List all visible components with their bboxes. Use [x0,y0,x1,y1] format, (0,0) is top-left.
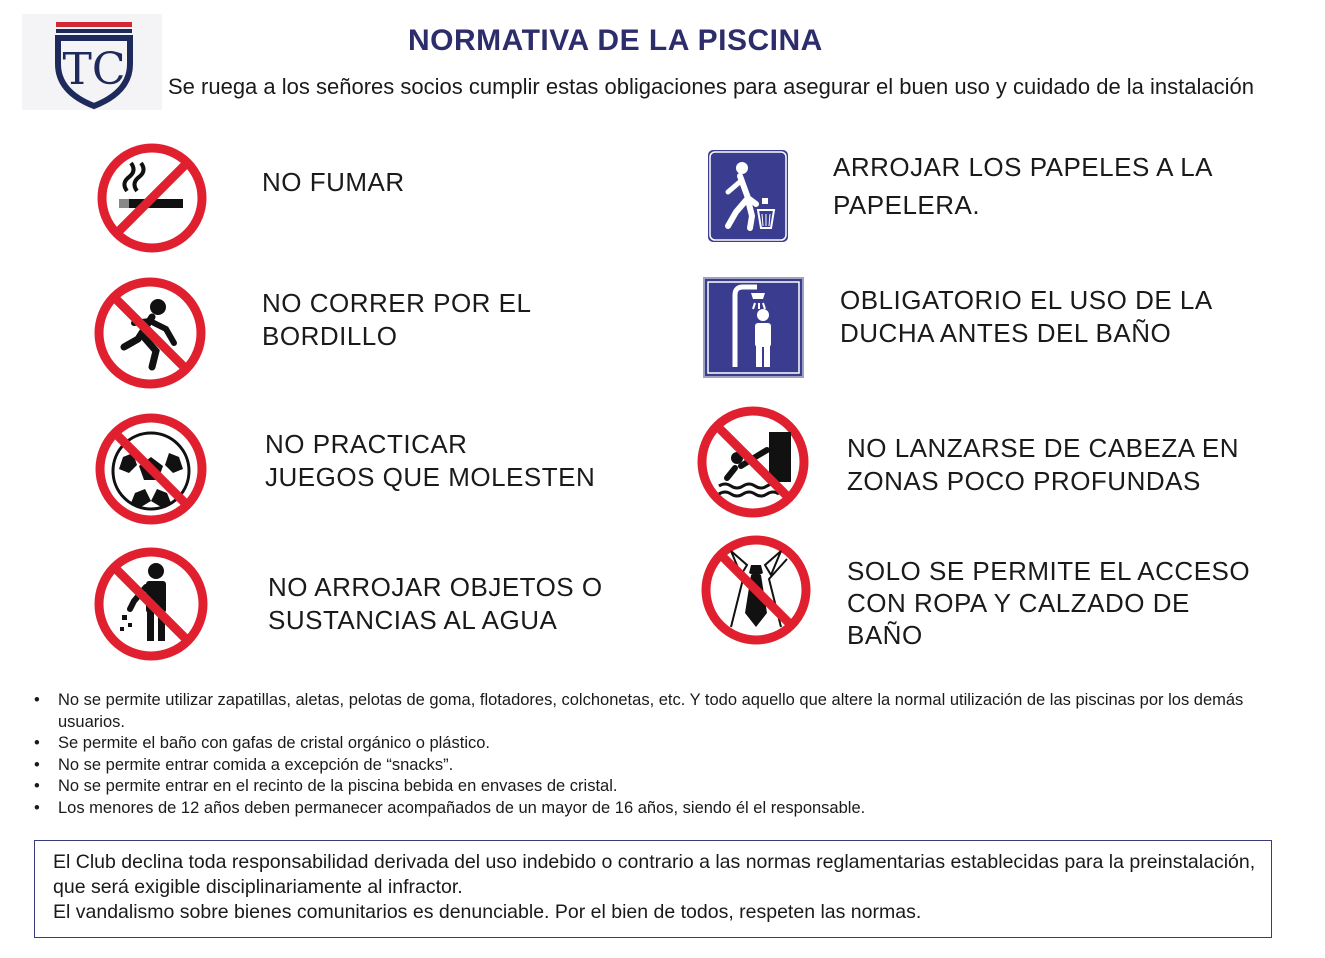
list-item: • Los menores de 12 años deben permanecer acompañados de un mayor de 16 años, siendo él el responsable. [34,798,1294,820]
list-item: • Se permite el baño con gafas de cristal orgánico o plástico. [34,733,1294,755]
litter-bin-icon [706,148,790,249]
rule-no-street-clothes-text: SOLO SE PERMITE EL ACCESO CON ROPA Y CALZADO DE BAÑO [847,556,1251,650]
disclaimer-box [34,840,1272,938]
no-street-clothes-icon [701,535,811,650]
disclaimer-line: El Club declina toda responsabilidad derivada del uso indebido o contrario a las normas reglamentarias establecidas para la preinstalación, que será exigible disciplinariamente al infractor. [53,851,1256,898]
no-smoking-icon [97,143,207,258]
rule-no-diving-text: NO LANZARSE DE CABEZA EN ZONAS POCO PROFUNDAS [847,433,1239,496]
rule-litter-bin-text: ARROJAR LOS PAPELES A LA PAPELERA. [833,152,1214,220]
rule-no-smoking-text: NO FUMAR [262,167,405,197]
club-logo [22,14,162,110]
no-ball-games-icon [95,413,207,530]
rule-no-ball-games-text: NO PRACTICAR JUEGOS QUE MOLESTEN [265,429,596,492]
no-running-icon [94,277,206,394]
list-item: • No se permite utilizar zapatillas, aletas, pelotas de goma, flotadores, colchonetas, etc. Y todo aquello que altere la normal utilización de las piscinas por los demás usuarios. [34,690,1294,733]
disclaimer-line: El vandalismo sobre bienes comunitarios es denunciable. Por el bien de todos, respeten las normas. [53,901,922,923]
shower-icon [703,277,804,383]
logo-lettering: TC [62,44,126,95]
list-item: • No se permite entrar comida a excepción de “snacks”. [34,755,1294,777]
page-subtitle: Se ruega a los señores socios cumplir estas obligaciones para asegurar el buen uso y cuidado de la instalación [168,74,1254,99]
no-littering-icon [94,547,208,666]
rule-no-littering-text: NO ARROJAR OBJETOS O SUSTANCIAS AL AGUA [268,572,603,635]
list-item: • No se permite entrar en el recinto de la piscina bebida en envases de cristal. [34,776,1294,798]
no-diving-icon [697,406,809,523]
rule-no-running-text: NO CORRER POR EL BORDILLO [262,288,532,351]
page-title: NORMATIVA DE LA PISCINA [408,24,823,57]
rule-shower-text: OBLIGATORIO EL USO DE LA DUCHA ANTES DEL BAÑO [840,285,1213,348]
rules-list [34,690,1294,820]
